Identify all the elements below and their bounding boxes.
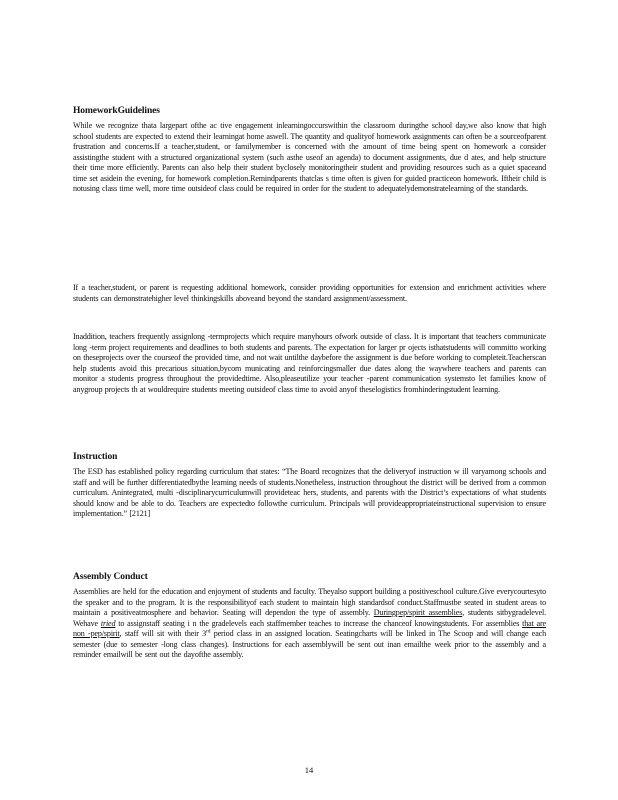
assembly-non-pep-phrase: that are non -pep/spirit (73, 618, 546, 638)
instruction-paragraph: The ESD has established policy regarding curriculum that states: “The Board recognizes that the deliveryof instruction w ill varyamong schools and staff and will be further differentiatedbythe learning needs of students.Nonetheless, instruction throughout the district will be derived from a common curriculum. Anintegrated, multi -disciplinarycurriculumwill provideteac hers, students, and parents with the District’s expectations of what students should know and be able to do. Teachers are expectedto followthe curriculum. Principals will provideappropriateinstructional supervision to ensure implementation.” [2121] (73, 467, 546, 518)
homework-section (73, 105, 546, 195)
assembly-text-a: Assemblies are held for the education and enjoyment of students and faculty. Theyalso support building a positiveschool culture.Give everycourtesyto the speaker and to the program. It is the responsibilityof each student to maintain high standardsof conduct.Staffmustbe seated in student areas to maintain a positiveatmosphere and behavior. Seating will dependon the type of assembly. (73, 587, 546, 617)
assembly-text-c: to assignstaff seating i n the gradelevels each staffmember teaches to increase the chanceof knowingstudents. For assemblies (118, 618, 520, 628)
assembly-paragraph (73, 587, 546, 661)
assembly-superscript: rd (206, 628, 211, 635)
assembly-section (73, 571, 546, 661)
homework-section-3 (73, 332, 546, 395)
homework-paragraph-3: Inaddition, teachers frequently assignlong -termprojects which require manyhours ofwork outside of class. It is important that teachers communicate long -term project requirements and deadlines to both students and parents. The expectation for larger pr ojects isthatstudents will committo working on theseprojects over the courseof the provided time, and not wait untilthe daybefore the assignment is due before working to completeit.Teacherscan help students avoid this precarious situation,bycom municating and reinforcingsmaller due dates along the waywhere teachers and parents can monitor a students progress throughout the providedtime. Also,pleaseutilize your teacher -parent communication systemsto let families know of anygroup projects th at wouldrequire students meeting outsideof class time to avoid anyof theselogistics fromhinderingstudent learning. (73, 332, 546, 394)
assembly-text-b: , students sitbygradelevel. Wehave (73, 608, 547, 628)
page-number: 14 (304, 765, 314, 775)
instruction-heading: Instruction (73, 452, 118, 462)
assembly-pep-spirit-phrase: Duringpep/spirit assemblies (373, 608, 463, 617)
homework-paragraph-1: While we recognize thata largepart ofthe ac tive engagement inlearningoccurswithin the classroom duringthe school day,we also know that high school students are expected to extend their learningat home aswell. The quantity and qualityof homework assignments can often be a sourceofparent frustration and concerns.If a teacher,student, or familymember is concerned with the amount of time being spent on homework a consider assistingthe student with a structured organizational system (such asthe useof an agenda) to document assignments, due d ates, and help structure their time more efficiently. Parents can also help their student byclosely monitoringtheir student and providing resources such as a quiet spaceand time set asidein the evening, for homework completion.Remindparents thatclas s time often is given for guided practiceon homework. Iftheir child is notusing class time well, more time outsideof class could be required in order for the student to adequatelydemonstratelearning of the standards. (73, 121, 546, 193)
assembly-text-e: period class in an assigned location. Seatingcharts will be linked in The Scoop and will change each semester (due to semester -long class changes). Instructions for each assemblywill be sent out inan emailthe week prior to the assembly and a reminder emailwill be sent out the dayofthe assembly. (73, 629, 546, 659)
instruction-section (73, 451, 546, 520)
assembly-tried-word: tried (100, 618, 116, 628)
assembly-heading: Assembly Conduct (73, 572, 148, 582)
homework-section-2 (73, 283, 546, 304)
homework-paragraph-2: If a teacher,student, or parent is requesting additional homework, consider providing opportunities for extension and enrichment activities where students can demonstratehigher level thinkingskills aboveand beyond the standard assignment/assessment. (73, 283, 546, 303)
homework-heading: HomeworkGuidelines (73, 106, 160, 116)
assembly-text-d: , staff will sit with their 3 (119, 629, 207, 638)
